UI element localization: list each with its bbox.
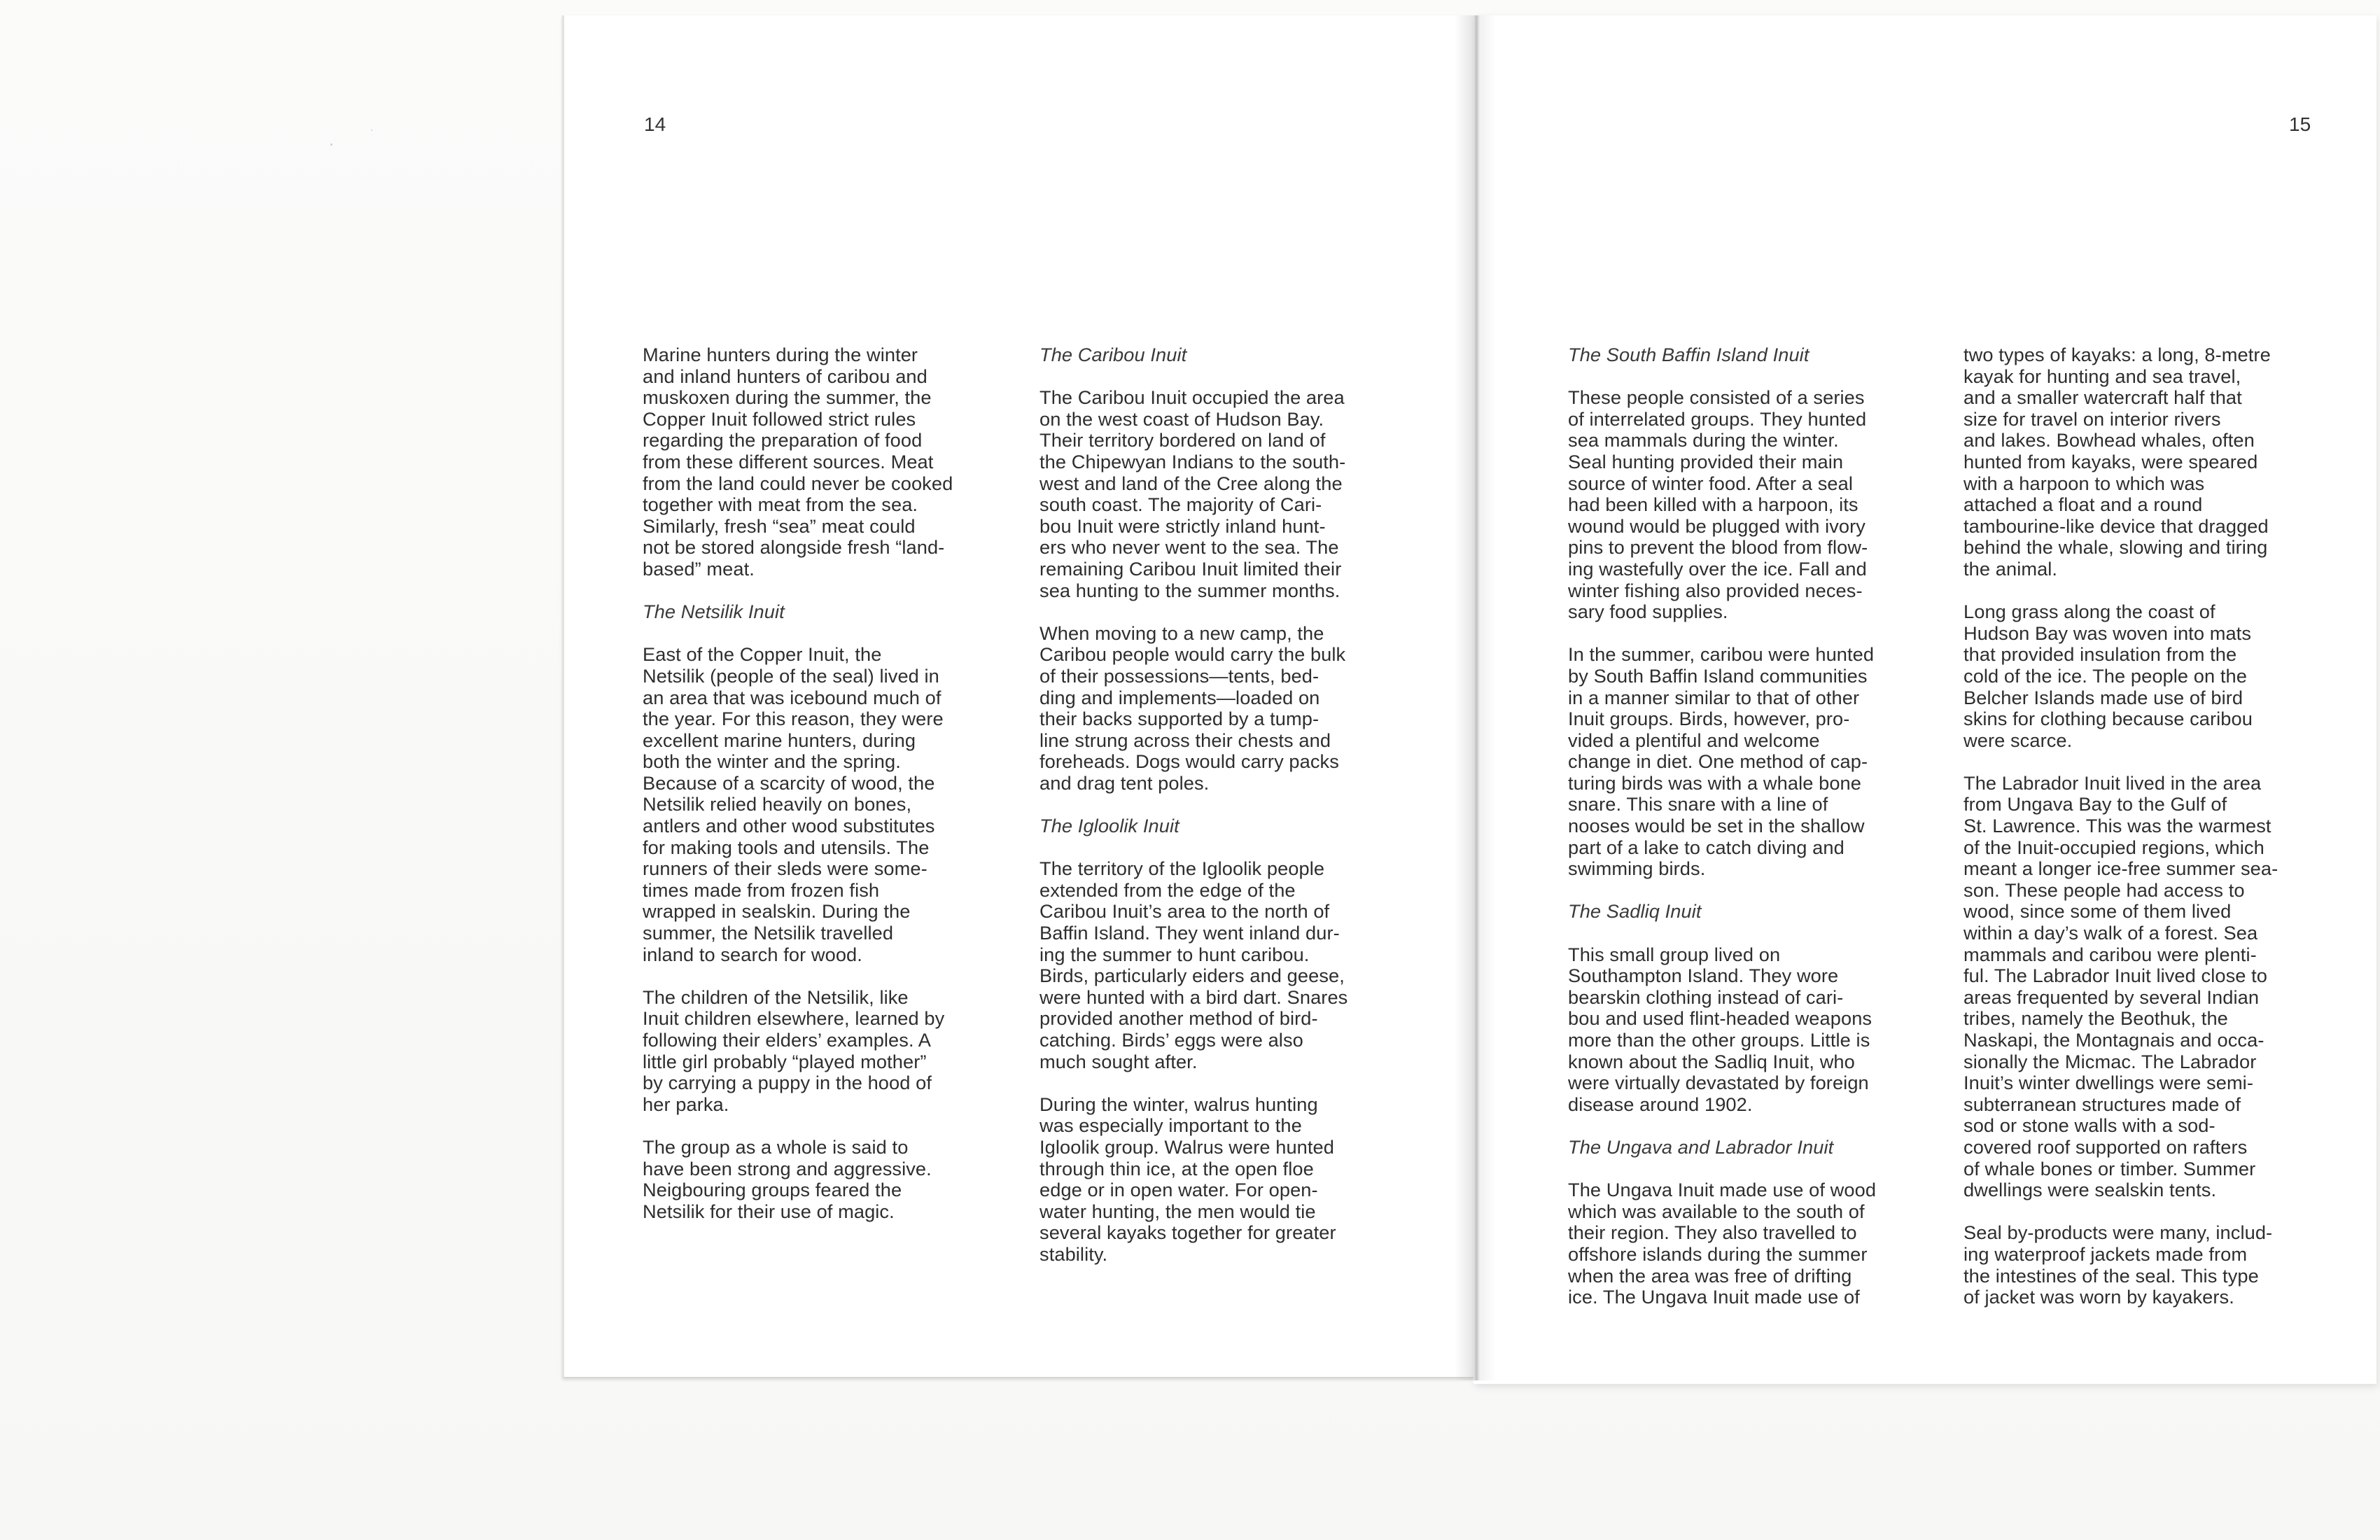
text-line: more than the other groups. Little is	[1568, 1029, 1870, 1051]
text-line: were virtually devastated by foreign	[1568, 1072, 1869, 1094]
text-line: Netsilik relied heavily on bones,	[643, 793, 912, 816]
right-page	[1474, 15, 2376, 1384]
text-line: have been strong and aggressive.	[643, 1157, 932, 1180]
text-line: and inland hunters of caribou and	[643, 365, 927, 387]
text-line: These people consisted of a series	[1568, 386, 1865, 409]
text-line: and drag tent poles.	[1040, 771, 1210, 794]
text-line: covered roof supported on rafters	[1963, 1135, 2248, 1158]
section-heading	[1568, 344, 1939, 366]
paragraph-gap	[1040, 837, 1404, 859]
paragraph-gap	[1568, 923, 1939, 944]
text-line: ers who never went to the sea. The	[1040, 536, 1339, 559]
text-line: Caribou people would carry the bulk	[1040, 643, 1346, 666]
text-line: sea mammals during the winter.	[1568, 429, 1839, 451]
paragraph	[1568, 644, 1939, 880]
text-line: Neigbouring groups feared the	[643, 1179, 902, 1201]
text-line: bou Inuit were strictly inland hunt-	[1040, 514, 1326, 537]
text-line: winter fishing also provided neces-	[1568, 579, 1863, 601]
text-line: had been killed with a harpoon, its	[1568, 493, 1858, 516]
text-line: Inuit children elsewhere, learned by	[643, 1007, 945, 1030]
text-line: sary food supplies.	[1568, 601, 1728, 623]
text-line: Birds, particularly eiders and geese,	[1040, 965, 1345, 987]
paragraph-gap	[1040, 601, 1404, 623]
paragraph	[1040, 387, 1404, 601]
text-line: size for travel on interior rivers	[1963, 407, 2221, 430]
text-line: The Sadliq Inuit	[1568, 900, 1702, 923]
text-line: wound would be plugged with ivory	[1568, 514, 1865, 537]
text-line: When moving to a new camp, the	[1040, 622, 1324, 644]
text-line: nooses would be set in the shallow	[1568, 815, 1865, 837]
text-line: little girl probably “played mother”	[643, 1050, 927, 1072]
text-line: Belcher Islands made use of bird	[1963, 686, 2244, 708]
text-line: The Netsilik Inuit	[643, 601, 785, 623]
text-line: two types of kayaks: a long, 8-metre	[1963, 344, 2271, 365]
text-line: Similarly, fresh “sea” meat could	[643, 514, 916, 537]
text-line: The Igloolik Inuit	[1040, 815, 1180, 837]
paragraph-gap	[1568, 1115, 1939, 1137]
text-line: edge or in open water. For open-	[1040, 1179, 1318, 1201]
text-line: hunted from kayaks, were speared	[1963, 450, 2258, 472]
text-line: Igloolik group. Walrus were hunted	[1040, 1135, 1334, 1158]
paragraph-gap	[1963, 580, 2334, 602]
text-line: for making tools and utensils. The	[643, 836, 930, 858]
paragraph-gap	[1040, 794, 1404, 816]
text-line: Marine hunters during the winter	[643, 344, 918, 365]
text-line: south coast. The majority of Cari-	[1040, 493, 1322, 516]
left-page-column-2	[1040, 344, 1404, 1266]
book-gutter-shadow	[1455, 15, 1497, 1380]
section-heading	[1568, 1137, 1939, 1158]
text-line: from the land could never be cooked	[643, 472, 953, 494]
text-line: bou and used flint-headed weapons	[1568, 1007, 1872, 1030]
text-line: west and land of the Cree along the	[1040, 472, 1343, 494]
paragraph-gap	[1963, 751, 2334, 773]
text-line: both the winter and the spring.	[643, 750, 901, 773]
text-line: and lakes. Bowhead whales, often	[1963, 429, 2255, 451]
text-line: part of a lake to catch diving and	[1568, 836, 1844, 858]
text-line: pins to prevent the blood from flow-	[1568, 536, 1868, 559]
text-line: known about the Sadliq Inuit, who	[1568, 1050, 1855, 1072]
text-line: stability.	[1040, 1242, 1108, 1265]
text-line: Seal by-products were many, includ-	[1963, 1222, 2273, 1244]
text-line: not be stored alongside fresh “land-	[643, 536, 945, 559]
paragraph	[1568, 387, 1939, 623]
text-line: of their possessions—tents, bed-	[1040, 664, 1320, 687]
page-number-right: 15	[2289, 113, 2311, 135]
text-line: son. These people had access to	[1963, 878, 2245, 901]
text-line: foreheads. Dogs would carry packs	[1040, 750, 1339, 773]
text-line: The territory of the Igloolik people	[1040, 858, 1325, 880]
text-line: change in diet. One method of cap-	[1568, 750, 1868, 773]
text-line: an area that was icebound much of	[643, 686, 941, 708]
text-line: line strung across their chests and	[1040, 729, 1331, 751]
text-line: The South Baffin Island Inuit	[1568, 344, 1809, 365]
text-line: tambourine-like device that dragged	[1963, 514, 2269, 537]
text-line: tribes, namely the Beothuk, the	[1963, 1007, 2228, 1030]
paragraph-gap	[1568, 623, 1939, 645]
text-line: Naskapi, the Montagnais and occa-	[1963, 1029, 2264, 1051]
paragraph-gap	[1568, 1158, 1939, 1180]
text-line: when the area was free of drifting	[1568, 1264, 1852, 1287]
text-line: vided a plentiful and welcome	[1568, 729, 1820, 751]
right-page-column-1	[1568, 344, 1939, 1308]
left-page	[564, 15, 1474, 1378]
paragraph	[1568, 944, 1939, 1116]
text-line: Long grass along the coast of	[1963, 601, 2216, 623]
text-line: In the summer, caribou were hunted	[1568, 643, 1875, 666]
text-line: the year. For this reason, they were	[643, 708, 944, 730]
text-line: of jacket was worn by kayakers.	[1963, 1286, 2234, 1308]
paragraph	[1040, 623, 1404, 794]
text-line: source of winter food. After a seal	[1568, 472, 1853, 494]
paragraph	[1040, 1094, 1404, 1266]
text-line: Caribou Inuit’s area to the north of	[1040, 900, 1330, 923]
paragraph-gap	[643, 580, 1007, 602]
text-line: within a day’s walk of a forest. Sea	[1963, 922, 2258, 944]
text-line: through thin ice, at the open floe	[1040, 1157, 1314, 1180]
text-line: Inuit’s winter dwellings were semi-	[1963, 1072, 2253, 1094]
text-line: The Ungava Inuit made use of wood	[1568, 1179, 1877, 1201]
text-line: ing wastefully over the ice. Fall and	[1568, 557, 1867, 580]
paragraph	[1963, 773, 2334, 1201]
paragraph-gap	[643, 965, 1007, 987]
text-line: excellent marine hunters, during	[643, 729, 916, 751]
text-line: from these different sources. Meat	[643, 450, 934, 472]
paragraph	[1040, 858, 1404, 1072]
text-line: their backs supported by a tump-	[1040, 708, 1320, 730]
paragraph	[643, 644, 1007, 965]
scan-speck	[330, 144, 332, 146]
text-line: sea hunting to the summer months.	[1040, 579, 1340, 601]
text-line: The children of the Netsilik, like	[643, 986, 909, 1008]
paragraph	[1963, 601, 2334, 751]
text-line: The Caribou Inuit occupied the area	[1040, 386, 1345, 409]
text-line: with a harpoon to which was	[1963, 472, 2205, 494]
text-line: swimming birds.	[1568, 858, 1706, 880]
paragraph-gap	[1568, 366, 1939, 388]
text-line: much sought after.	[1040, 1050, 1198, 1072]
text-line: based” meat.	[643, 557, 755, 580]
section-heading	[1040, 816, 1404, 837]
text-line: cold of the ice. The people on the	[1963, 664, 2247, 687]
text-line: regarding the preparation of food	[643, 429, 923, 451]
text-line: East of the Copper Inuit, the	[643, 643, 882, 666]
section-heading	[643, 601, 1007, 623]
text-line: water hunting, the men would tie	[1040, 1200, 1316, 1222]
text-line: This small group lived on	[1568, 943, 1781, 965]
text-line: Copper Inuit followed strict rules	[643, 407, 916, 430]
page-number-left: 14	[644, 113, 666, 135]
text-line: behind the whale, slowing and tiring	[1963, 536, 2268, 559]
left-page-column-1	[643, 344, 1007, 1222]
text-line: catching. Birds’ eggs were also	[1040, 1029, 1303, 1051]
paragraph	[643, 987, 1007, 1116]
section-heading	[1040, 344, 1404, 366]
text-line: ding and implements—loaded on	[1040, 686, 1320, 708]
text-line: of whale bones or timber. Summer	[1963, 1157, 2256, 1180]
text-line: their region. They also travelled to	[1568, 1222, 1857, 1244]
text-line: The Caribou Inuit	[1040, 344, 1187, 365]
text-line: the Chipewyan Indians to the south-	[1040, 450, 1346, 472]
text-line: skins for clothing because caribou	[1963, 708, 2253, 730]
text-line: ice. The Ungava Inuit made use of	[1568, 1286, 1860, 1308]
text-line: sionally the Micmac. The Labrador	[1963, 1050, 2257, 1072]
paragraph	[1568, 1180, 1939, 1308]
paragraph-gap	[1963, 1201, 2334, 1223]
text-line: subterranean structures made of	[1963, 1093, 2241, 1115]
text-line: together with meat from the sea.	[643, 493, 918, 516]
text-line: Inuit groups. Birds, however, pro-	[1568, 708, 1850, 730]
text-line: Because of a scarcity of wood, the	[643, 771, 935, 794]
text-line: Netsilik (people of the seal) lived in	[643, 664, 939, 687]
text-line: The Labrador Inuit lived in the area	[1963, 771, 2262, 794]
text-line: Seal hunting provided their main	[1568, 450, 1844, 472]
text-line: Netsilik for their use of magic.	[643, 1200, 895, 1222]
text-line: and a smaller watercraft half that	[1963, 386, 2242, 409]
right-page-column-2	[1963, 344, 2334, 1308]
text-line: attached a float and a round	[1963, 493, 2203, 516]
text-line: Hudson Bay was woven into mats	[1963, 622, 2252, 644]
paragraph-gap	[643, 1115, 1007, 1137]
text-line: Their territory bordered on land of	[1040, 429, 1326, 451]
paragraph-gap	[643, 623, 1007, 645]
paragraph-gap	[1040, 366, 1404, 388]
text-line: provided another method of bird-	[1040, 1007, 1318, 1030]
text-line: muskoxen during the summer, the	[643, 386, 932, 409]
paragraph	[643, 344, 1007, 580]
text-line: dwellings were sealskin tents.	[1963, 1179, 2217, 1201]
paragraph	[1963, 344, 2334, 580]
text-line: areas frequented by several Indian	[1963, 986, 2260, 1008]
text-line: her parka.	[643, 1093, 729, 1115]
text-line: turing birds was with a whale bone	[1568, 771, 1861, 794]
text-line: were scarce.	[1963, 729, 2073, 751]
text-line: Southampton Island. They wore	[1568, 965, 1839, 987]
text-line: were hunted with a bird dart. Snares	[1040, 986, 1348, 1008]
text-line: wood, since some of them lived	[1963, 900, 2232, 923]
text-line: of the Inuit-occupied regions, which	[1963, 836, 2264, 858]
text-line: ful. The Labrador Inuit lived close to	[1963, 965, 2268, 987]
text-line: was especially important to the	[1040, 1114, 1302, 1137]
text-line: from Ungava Bay to the Gulf of	[1963, 793, 2227, 816]
text-line: The Ungava and Labrador Inuit	[1568, 1135, 1834, 1158]
text-line: disease around 1902.	[1568, 1093, 1753, 1115]
text-line: on the west coast of Hudson Bay.	[1040, 407, 1324, 430]
text-line: by South Baffin Island communities	[1568, 664, 1868, 687]
text-line: in a manner similar to that of other	[1568, 686, 1860, 708]
paragraph-gap	[1568, 880, 1939, 902]
text-line: that provided insulation from the	[1963, 643, 2237, 666]
text-line: the intestines of the seal. This type	[1963, 1264, 2259, 1287]
text-line: mammals and caribou were plenti-	[1963, 943, 2257, 965]
left-page-edge	[562, 15, 564, 1377]
text-line: offshore islands during the summer	[1568, 1242, 1868, 1265]
text-line: During the winter, walrus hunting	[1040, 1093, 1318, 1115]
text-line: ing waterproof jackets made from	[1963, 1242, 2248, 1265]
text-line: by carrying a puppy in the hood of	[643, 1072, 932, 1094]
text-line: following their elders’ examples. A	[643, 1029, 932, 1051]
text-line: The group as a whole is said to	[643, 1135, 909, 1158]
text-line: several kayaks together for greater	[1040, 1222, 1336, 1244]
text-line: sod or stone walls with a sod-	[1963, 1114, 2216, 1137]
text-line: bearskin clothing instead of cari-	[1568, 986, 1844, 1008]
text-line: snare. This snare with a line of	[1568, 793, 1828, 816]
text-line: of interrelated groups. They hunted	[1568, 407, 1867, 430]
text-line: summer, the Netsilik travelled	[643, 922, 894, 944]
text-line: St. Lawrence. This was the warmest	[1963, 815, 2272, 837]
text-line: meant a longer ice-free summer sea-	[1963, 858, 2278, 880]
text-line: wrapped in sealskin. During the	[643, 900, 911, 923]
section-heading	[1568, 901, 1939, 923]
text-line: times made from frozen fish	[643, 878, 880, 901]
text-line: remaining Caribou Inuit limited their	[1040, 557, 1342, 580]
paragraph-gap	[1040, 1072, 1404, 1094]
text-line: extended from the edge of the	[1040, 878, 1296, 901]
text-line: kayak for hunting and sea travel,	[1963, 365, 2241, 387]
text-line: inland to search for wood.	[643, 943, 862, 965]
text-line: which was available to the south of	[1568, 1200, 1865, 1222]
text-line: runners of their sleds were some-	[643, 858, 927, 880]
paragraph	[1963, 1222, 2334, 1308]
text-line: ing the summer to hunt caribou.	[1040, 943, 1310, 965]
text-line: antlers and other wood substitutes	[643, 815, 935, 837]
paragraph	[643, 1137, 1007, 1222]
text-line: Baffin Island. They went inland dur-	[1040, 922, 1340, 944]
text-line: the animal.	[1963, 557, 2058, 580]
scan-speck	[371, 130, 372, 131]
